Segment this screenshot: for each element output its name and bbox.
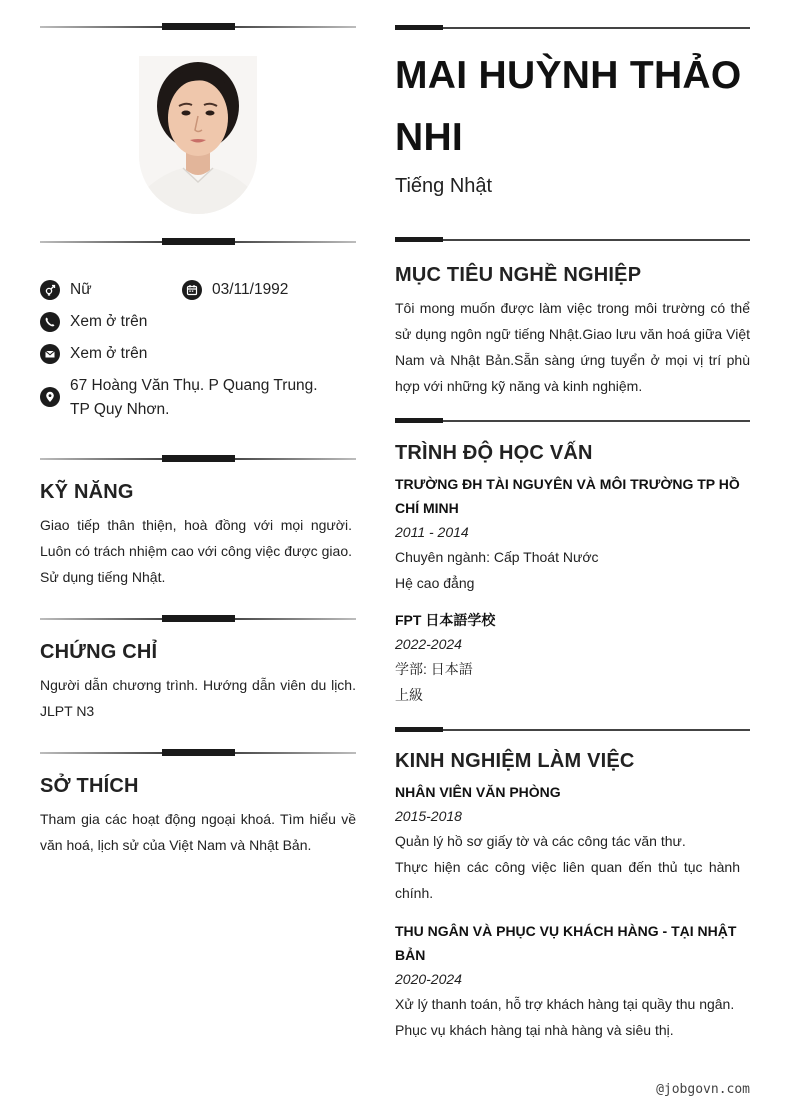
hobbies-text: Tham gia các hoạt động ngoại khoá. Tìm hiểu về văn hoá, lịch sử của Việt Nam và Nhật Bản. bbox=[40, 811, 356, 853]
education-period: 2022-2024 bbox=[395, 636, 462, 652]
birthdate-row bbox=[182, 278, 288, 302]
profile-photo bbox=[139, 56, 257, 214]
experience-duty: Xử lý thanh toán, hỗ trợ khách hàng tại quầy thu ngân. bbox=[395, 996, 735, 1012]
experience-duty: Quản lý hồ sơ giấy tờ và các công tác văn thư. bbox=[395, 833, 686, 849]
section-divider bbox=[395, 727, 750, 733]
education-title: TRÌNH ĐỘ HỌC VẤN bbox=[395, 442, 593, 464]
education-school: FPT 日本語学校 bbox=[395, 612, 496, 628]
section-divider bbox=[395, 237, 750, 243]
portrait-illustration bbox=[139, 56, 257, 214]
gender-row bbox=[40, 278, 92, 302]
section-divider bbox=[40, 455, 356, 463]
skills-title: KỸ NĂNG bbox=[40, 481, 134, 503]
education-major: 学部: 日本語 bbox=[395, 661, 473, 677]
experience-duty: Thực hiện các công việc liên quan đến thủ tục hành chính. bbox=[395, 859, 740, 901]
location-icon bbox=[40, 387, 60, 407]
address-row bbox=[40, 374, 340, 422]
section-divider bbox=[40, 749, 356, 757]
email-value[interactable]: Xem ở trên bbox=[70, 345, 148, 362]
calendar-icon bbox=[182, 280, 202, 300]
address-value: 67 Hoàng Văn Thụ. P Quang Trung. TP Quy Nhơn. bbox=[70, 377, 318, 418]
section-divider bbox=[395, 418, 750, 424]
objective-text: Tôi mong muốn được làm việc trong môi trường có thể sử dụng ngôn ngữ tiếng Nhật.Giao lưu văn hoá giữa Việt Nam và Nhật Bản.Sẵn sàng ứng tuyển ở mọi vị trí phù hợp với những kỹ năng và kinh nghiệm. bbox=[395, 300, 750, 394]
education-level: Hệ cao đẳng bbox=[395, 575, 475, 591]
section-divider bbox=[40, 615, 356, 623]
candidate-name: MAI HUỲNH THẢO NHI bbox=[395, 54, 742, 159]
skills-text: Giao tiếp thân thiện, hoà đồng với mọi người. Luôn có trách nhiệm cao với công việc được giao. Sử dụng tiếng Nhật. bbox=[40, 517, 352, 585]
section-divider bbox=[40, 23, 356, 31]
phone-value[interactable]: Xem ở trên bbox=[70, 313, 148, 330]
gender-value: Nữ bbox=[70, 281, 92, 298]
mail-icon bbox=[40, 344, 60, 364]
education-major: Chuyên ngành: Cấp Thoát Nước bbox=[395, 549, 599, 565]
experience-position: THU NGÂN VÀ PHỤC VỤ KHÁCH HÀNG - TẠI NHẬT BẢN bbox=[395, 923, 737, 963]
footer-watermark: @jobgovn.com bbox=[656, 1082, 750, 1097]
experience-period: 2015-2018 bbox=[395, 808, 462, 824]
phone-row bbox=[40, 310, 147, 334]
education-entry bbox=[395, 472, 740, 596]
email-row bbox=[40, 342, 147, 366]
experience-position: NHÂN VIÊN VĂN PHÒNG bbox=[395, 784, 561, 800]
birthdate-value: 03/11/1992 bbox=[212, 281, 289, 298]
education-level: 上級 bbox=[395, 687, 423, 703]
gender-icon bbox=[40, 280, 60, 300]
education-entry bbox=[395, 608, 740, 708]
objective-title: MỤC TIÊU NGHỀ NGHIỆP bbox=[395, 264, 642, 286]
education-school: TRƯỜNG ĐH TÀI NGUYÊN VÀ MÔI TRƯỜNG TP HỒ CHÍ MINH bbox=[395, 476, 740, 516]
experience-entry bbox=[395, 780, 740, 906]
phone-icon bbox=[40, 312, 60, 332]
hobbies-title: SỞ THÍCH bbox=[40, 775, 139, 797]
certificates-title: CHỨNG CHỈ bbox=[40, 641, 158, 663]
education-period: 2011 - 2014 bbox=[395, 524, 469, 540]
section-divider bbox=[40, 238, 356, 246]
experience-duty: Phục vụ khách hàng tại nhà hàng và siêu thị. bbox=[395, 1022, 674, 1038]
experience-period: 2020-2024 bbox=[395, 971, 462, 987]
certificates-text: Người dẫn chương trình. Hướng dẫn viên du lịch. JLPT N3 bbox=[40, 677, 356, 719]
experience-title: KINH NGHIỆM LÀM VIỆC bbox=[395, 750, 635, 772]
experience-entry bbox=[395, 919, 740, 1043]
candidate-subtitle: Tiếng Nhật bbox=[395, 175, 493, 197]
section-divider bbox=[395, 25, 750, 31]
